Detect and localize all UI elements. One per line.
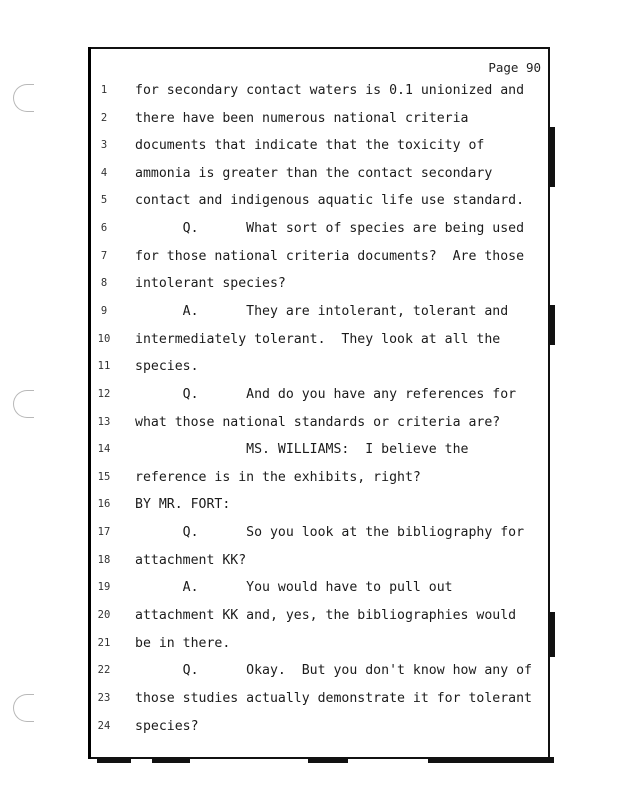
line-text: for those national criteria documents? Are those xyxy=(135,249,525,264)
line-text: reference is in the exhibits, right? xyxy=(135,470,421,485)
line-number: 2 xyxy=(100,112,108,124)
line-text: Q. Okay. But you don't know how any of xyxy=(135,663,532,678)
bottom-edge-mark xyxy=(308,757,348,763)
line-number: 15 xyxy=(97,471,111,483)
line-number: 5 xyxy=(100,194,108,206)
line-number: 4 xyxy=(100,167,108,179)
line-number: 3 xyxy=(100,139,108,151)
line-number: 24 xyxy=(97,720,111,732)
line-text: species? xyxy=(135,719,199,734)
line-number: 19 xyxy=(97,581,111,593)
line-text: Q. And do you have any references for xyxy=(135,387,517,402)
line-number: 18 xyxy=(97,554,111,566)
line-text: MS. WILLIAMS: I believe the xyxy=(135,442,469,457)
line-text: species. xyxy=(135,359,199,374)
right-edge-mark xyxy=(549,127,555,187)
line-text: those studies actually demonstrate it for tolerant xyxy=(135,691,532,706)
line-text: BY MR. FORT: xyxy=(135,497,231,512)
line-number: 22 xyxy=(97,664,111,676)
line-text: Q. So you look at the bibliography for xyxy=(135,525,525,540)
line-number: 12 xyxy=(97,388,111,400)
line-number: 6 xyxy=(100,222,108,234)
line-number: 13 xyxy=(97,416,111,428)
line-text: ammonia is greater than the contact secondary xyxy=(135,166,493,181)
line-text: Q. What sort of species are being used xyxy=(135,221,525,236)
binder-hole-middle xyxy=(13,390,34,418)
line-number: 23 xyxy=(97,692,111,704)
line-text: intermediately tolerant. They look at all the xyxy=(135,332,501,347)
bottom-edge-mark xyxy=(97,757,131,763)
line-text: be in there. xyxy=(135,636,231,651)
line-number: 7 xyxy=(100,250,108,262)
page-number: Page 90 xyxy=(488,60,541,75)
line-number: 8 xyxy=(100,277,108,289)
line-number: 17 xyxy=(97,526,111,538)
line-text: attachment KK and, yes, the bibliographies would xyxy=(135,608,517,623)
line-number: 16 xyxy=(97,498,111,510)
line-text: there have been numerous national criteria xyxy=(135,111,469,126)
line-number: 10 xyxy=(97,333,111,345)
bottom-edge-mark xyxy=(428,757,554,763)
bottom-edge-mark xyxy=(152,757,190,763)
frame-left-rule xyxy=(88,47,91,759)
line-text: documents that indicate that the toxicity of xyxy=(135,138,485,153)
line-number: 20 xyxy=(97,609,111,621)
line-text: for secondary contact waters is 0.1 unionized and xyxy=(135,83,525,98)
line-number: 14 xyxy=(97,443,111,455)
line-text: attachment KK? xyxy=(135,553,247,568)
line-number: 21 xyxy=(97,637,111,649)
line-number: 9 xyxy=(100,305,108,317)
binder-hole-bottom xyxy=(13,694,34,722)
line-text: what those national standards or criteria are? xyxy=(135,415,501,430)
binder-hole-top xyxy=(13,84,34,112)
line-number: 1 xyxy=(100,84,108,96)
line-text: A. You would have to pull out xyxy=(135,580,453,595)
line-number: 11 xyxy=(97,360,111,372)
line-text: A. They are intolerant, tolerant and xyxy=(135,304,509,319)
right-edge-mark xyxy=(549,305,555,345)
transcript-page-frame xyxy=(88,47,550,759)
right-edge-mark xyxy=(549,612,555,657)
line-text: intolerant species? xyxy=(135,276,286,291)
line-text: contact and indigenous aquatic life use standard. xyxy=(135,193,525,208)
